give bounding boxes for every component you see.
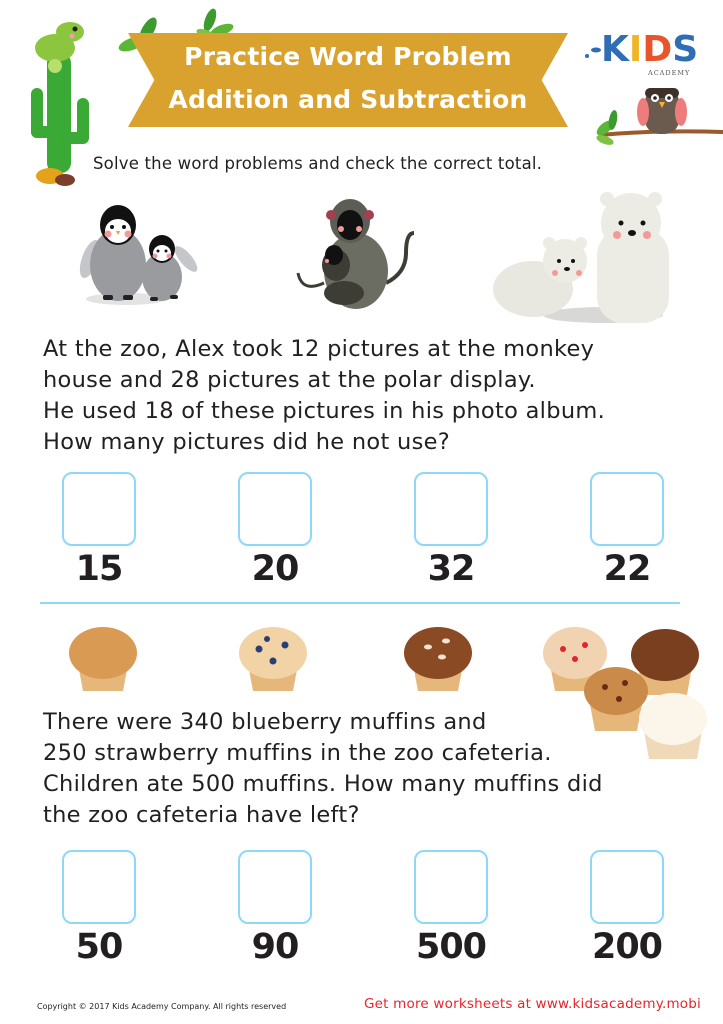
answer-option xyxy=(582,472,672,590)
copyright: Copyright © 2017 Kids Academy Company. All rights reserved xyxy=(37,1002,287,1011)
problem-2-line: There were 340 blueberry muffins and xyxy=(43,709,487,735)
splash-icon xyxy=(584,44,602,60)
answer-option xyxy=(582,850,672,968)
polar-bears-illustration xyxy=(493,189,673,325)
problem-1-line: house and 28 pictures at the polar display. xyxy=(43,367,536,393)
title-line-2: Addition and Subtraction xyxy=(168,85,528,114)
logo-letter-d: D xyxy=(642,29,673,70)
problem-2-line: 250 strawberry muffins in the zoo cafeteria. xyxy=(43,740,552,766)
answer-value: 22 xyxy=(603,549,651,589)
problem-1-line: How many pictures did he not use? xyxy=(43,429,451,455)
instructions: Solve the word problems and check the correct total. xyxy=(93,154,543,173)
answer-option xyxy=(406,472,496,590)
logo-subtitle: ACADEMY xyxy=(648,69,691,77)
answer-checkbox[interactable] xyxy=(238,850,312,924)
answer-option xyxy=(230,472,320,590)
section-divider xyxy=(40,602,680,604)
answer-value: 20 xyxy=(251,549,299,589)
answer-value: 50 xyxy=(75,927,123,967)
answer-checkbox[interactable] xyxy=(590,472,664,546)
answer-value: 32 xyxy=(427,549,475,589)
logo-letter-s: S xyxy=(672,29,699,70)
penguins-illustration xyxy=(78,197,198,309)
problem-1-text xyxy=(43,334,605,458)
answer-checkbox[interactable] xyxy=(62,472,136,546)
problem-2-line: Children ate 500 muffins. How many muffins did xyxy=(43,771,603,797)
problem-2-line: the zoo cafeteria have left? xyxy=(43,802,360,828)
logo-letter-i: I xyxy=(628,29,643,70)
answer-value: 90 xyxy=(251,927,299,967)
answer-value: 500 xyxy=(415,927,487,967)
answer-value: 200 xyxy=(591,927,663,967)
problem-1-line: At the zoo, Alex took 12 pictures at the monkey xyxy=(43,336,595,362)
answer-checkbox[interactable] xyxy=(414,472,488,546)
kids-academy-logo[interactable] xyxy=(601,30,698,70)
logo-letter-k: K xyxy=(601,29,629,70)
problem-2-text xyxy=(43,707,603,831)
answer-option xyxy=(406,850,496,968)
answer-option xyxy=(54,850,144,968)
title-line-1: Practice Word Problem xyxy=(184,42,512,71)
worksheets-link[interactable]: Get more worksheets at www.kidsacademy.mobi xyxy=(364,996,701,1012)
answer-value: 15 xyxy=(75,549,123,589)
answer-checkbox[interactable] xyxy=(414,850,488,924)
chocolate-muffin-illustration xyxy=(398,625,478,693)
answer-checkbox[interactable] xyxy=(62,850,136,924)
answer-checkbox[interactable] xyxy=(238,472,312,546)
answer-option xyxy=(54,472,144,590)
monkeys-illustration xyxy=(294,193,418,309)
plain-muffin-illustration xyxy=(63,625,143,693)
answer-option xyxy=(230,850,320,968)
answer-checkbox[interactable] xyxy=(590,850,664,924)
owl-icon xyxy=(595,80,723,150)
problem-1-line: He used 18 of these pictures in his photo album. xyxy=(43,398,606,424)
page-title xyxy=(128,35,568,121)
blueberry-muffin-illustration xyxy=(233,625,313,693)
